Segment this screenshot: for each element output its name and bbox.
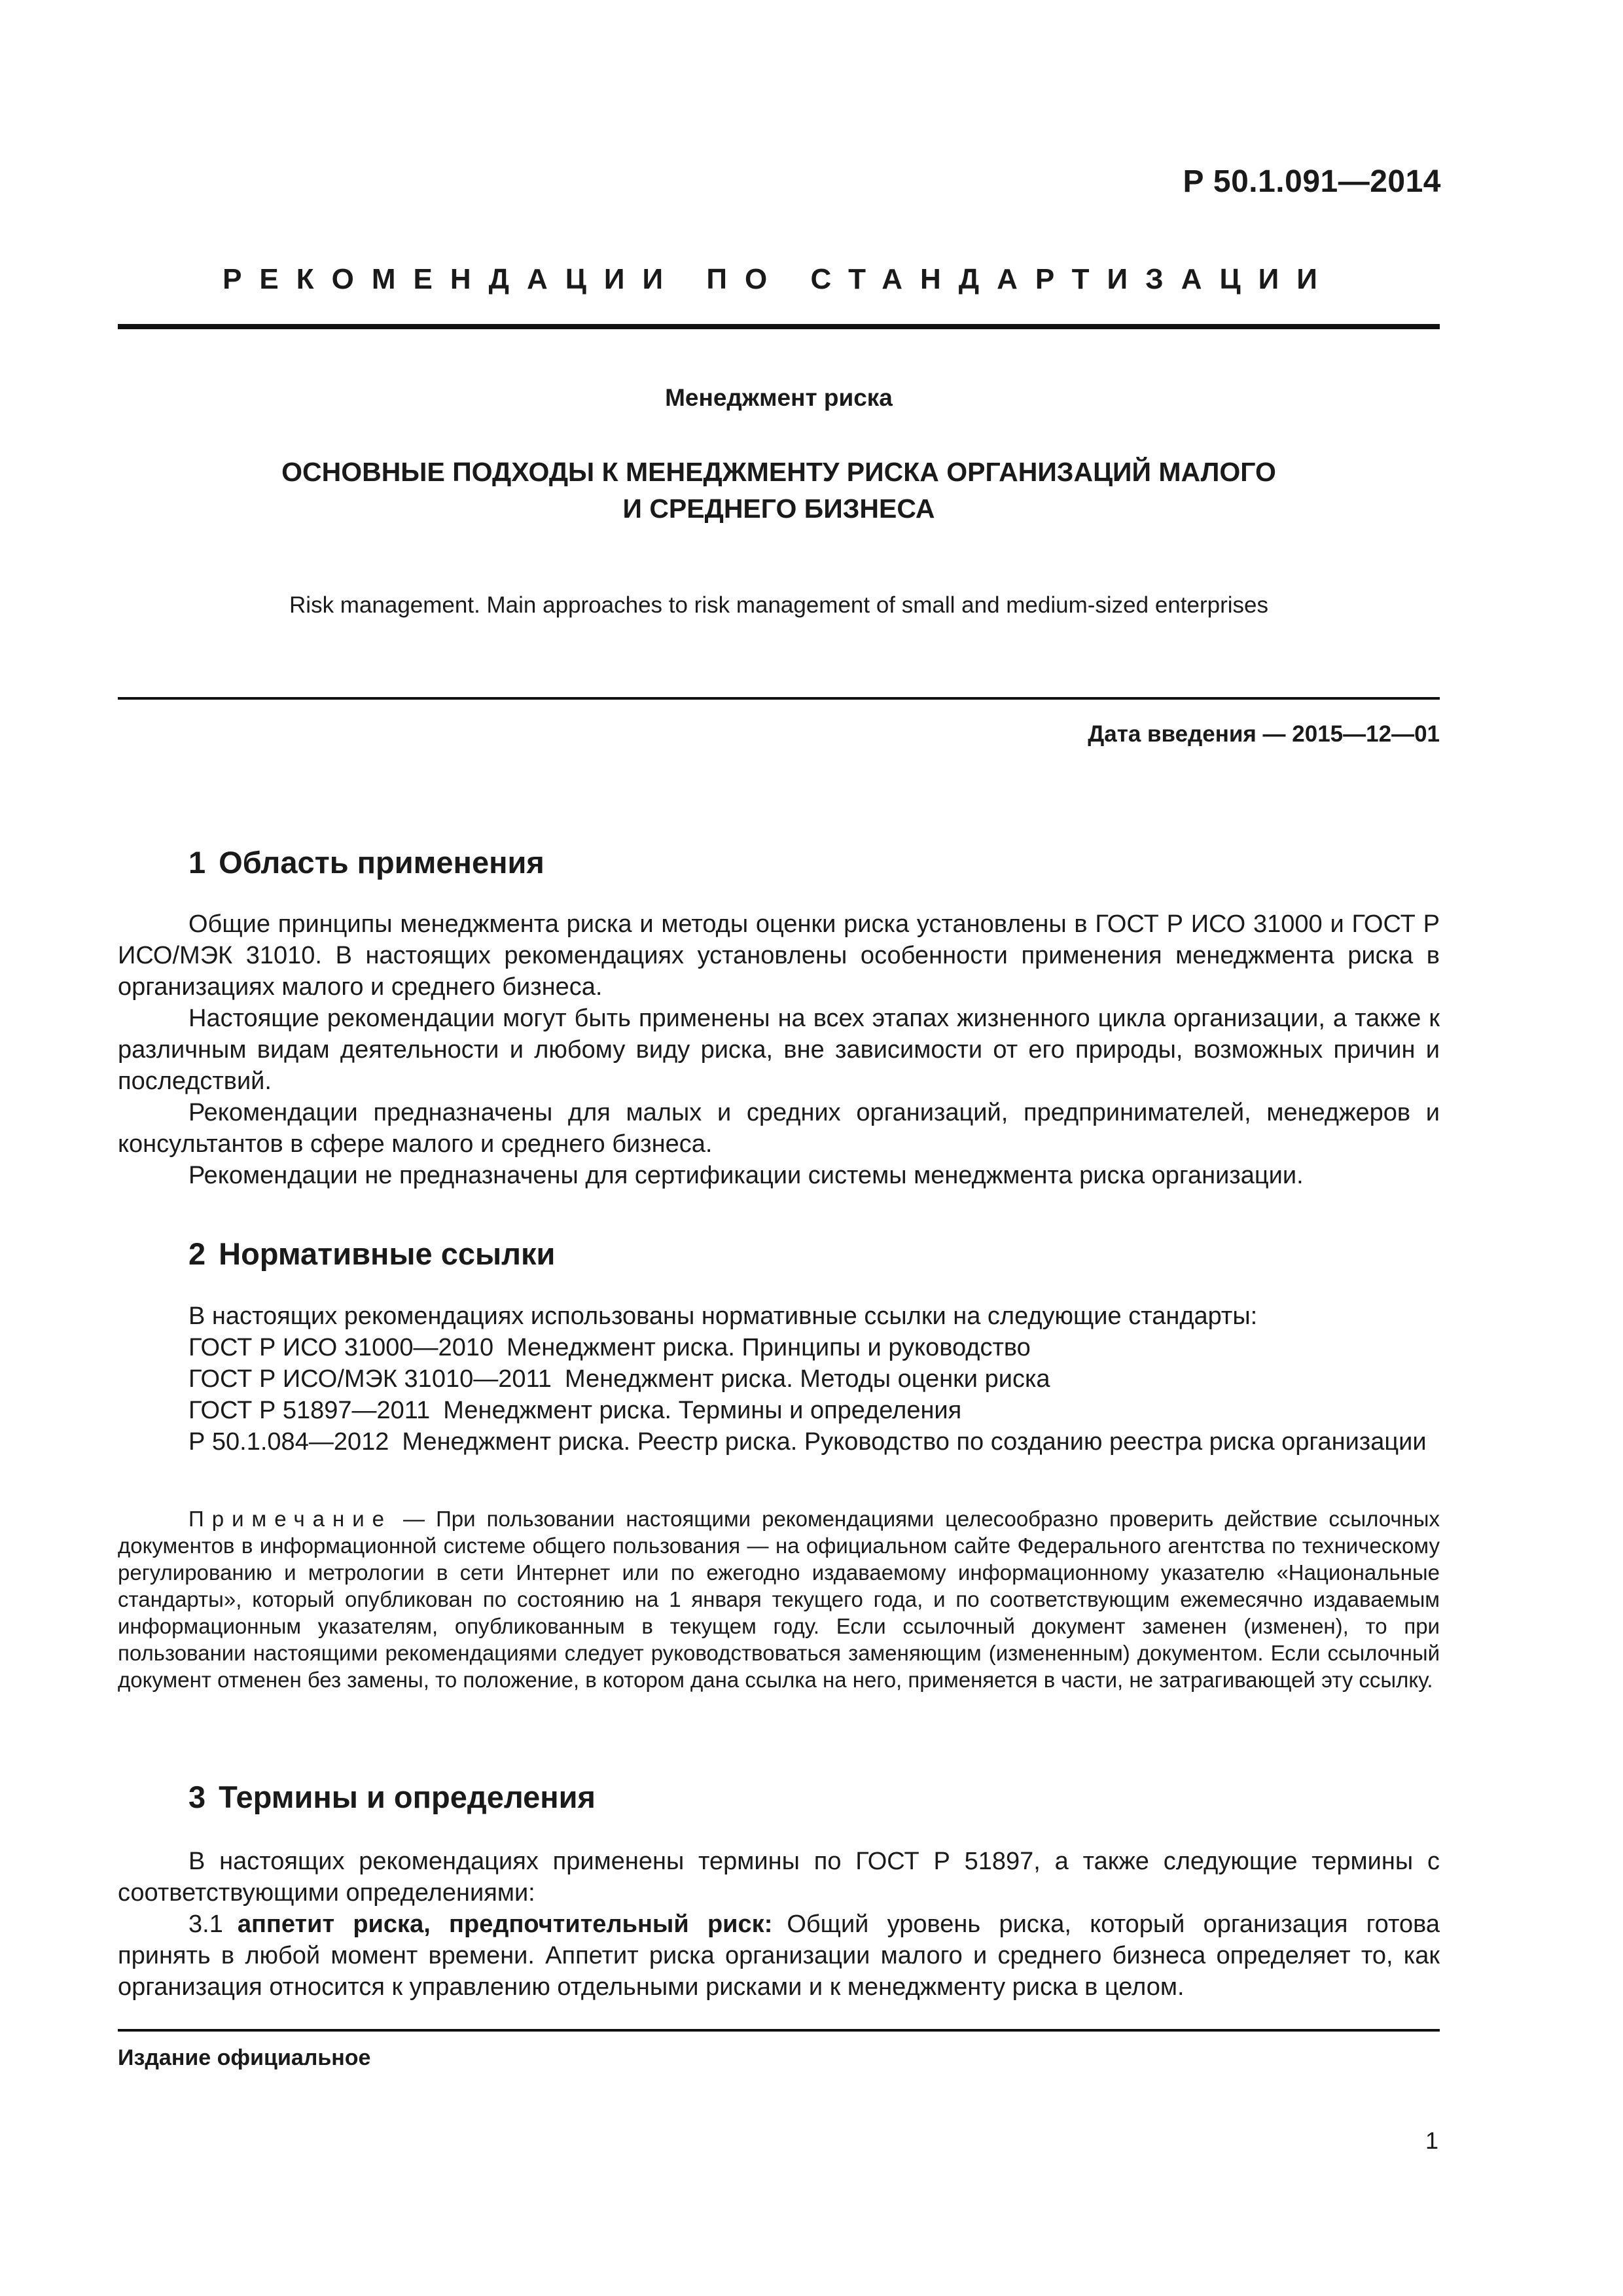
section-3-heading — [188, 1779, 596, 1815]
section-title: Термины и определения — [219, 1780, 596, 1814]
document-title-line-1: ОСНОВНЫЕ ПОДХОДЫ К МЕНЕДЖМЕНТУ РИСКА ОРГАНИЗАЦИЙ МАЛОГО — [281, 457, 1276, 487]
introduction-date: Дата введения — 2015—12—01 — [1088, 721, 1440, 747]
section-1-body — [118, 908, 1440, 1191]
page-number: 1 — [1425, 2127, 1438, 2154]
section-2-body — [118, 1300, 1440, 1458]
section-1-heading — [188, 844, 544, 880]
note-text: — При пользовании настоящими рекомендациями целесообразно проверить действие ссылочных документов в информационной системе общего пользования — на официальном сайте Федерального агентства по техническому регулированию и метрологии в сети Интернет или по ежегодно издаваемому информационному указателю «Национальные стандарты», который опубликован по состоянию на 1 января текущего года, и по соответствующим ежемесячно издаваемым информационным указателям, опубликованным в текущем году. Если ссылочный документ заменен (изменен), то при пользовании настоящими рекомендациями следует руководствоваться заменяющим (измененным) документом. Если ссылочный документ отменен без замены, то положение, в котором дана ссылка на него, применяется в части, не затрагивающей эту ссылку. — [118, 1507, 1440, 1692]
reference-title: Менеджмент риска. Термины и определения — [443, 1397, 962, 1424]
footer-divider — [118, 2029, 1440, 2032]
reference-code: ГОСТ Р ИСО 31000—2010 — [188, 1334, 494, 1361]
document-title-line-2: И СРЕДНЕГО БИЗНЕСА — [622, 493, 935, 524]
section-number: 3 — [188, 1780, 206, 1814]
edition-label: Издание официальное — [118, 2045, 371, 2070]
section-2-heading — [188, 1236, 555, 1272]
document-title — [118, 454, 1440, 527]
reference-item — [118, 1426, 1440, 1458]
paragraph: Рекомендации не предназначены для сертификации системы менеджмента риска организации. — [188, 1162, 1304, 1189]
term-definition — [118, 1909, 1440, 2003]
section-title: Область применения — [219, 845, 544, 880]
paragraph: Рекомендации предназначены для малых и средних организаций, предпринимателей, менеджеров и консультантов в сфере малого и среднего бизнеса. — [118, 1099, 1440, 1158]
term-label: аппетит риска, предпочтительный риск: — [237, 1910, 773, 1938]
paragraph: Общие принципы менеджмента риска и методы оценки риска установлены в ГОСТ Р ИСО 31000 и ГОСТ Р ИСО/МЭК 31010. В настоящих рекомендациях установлены особенности применения менеджмента риска в организациях малого и среднего бизнеса. — [118, 910, 1440, 1001]
paragraph: Настоящие рекомендации могут быть применены на всех этапах жизненного цикла организации, а также к различным видам деятельности и любому виду риска, вне зависимости от его природы, возможных причин и последствий. — [118, 1005, 1440, 1095]
header-divider — [118, 324, 1440, 329]
series-title: РЕКОМЕНДАЦИИ ПО СТАНДАРТИЗАЦИИ — [223, 263, 1335, 295]
term-number: 3.1 — [188, 1910, 223, 1938]
reference-code: ГОСТ Р ИСО/МЭК 31010—2011 — [188, 1365, 552, 1393]
term-text: Общий уровень риска, который организация готова принять в любой момент времени. Аппетит риска организации малого и среднего бизнеса определяет то, как организация относится к управлению отдельными рисками и к менеджменту риска в целом. — [118, 1910, 1440, 2001]
paragraph: В настоящих рекомендациях использованы нормативные ссылки на следующие стандарты: — [188, 1302, 1258, 1330]
reference-item — [118, 1363, 1440, 1395]
reference-title: Менеджмент риска. Принципы и руководство — [507, 1334, 1031, 1361]
paragraph: В настоящих рекомендациях применены термины по ГОСТ Р 51897, а также следующие термины с соответствующими определениями: — [118, 1848, 1440, 1907]
section-number: 2 — [188, 1236, 206, 1271]
section-number: 1 — [188, 845, 206, 880]
reference-code: ГОСТ Р 51897—2011 — [188, 1397, 431, 1424]
document-number: Р 50.1.091—2014 — [1183, 164, 1441, 199]
reference-title: Менеджмент риска. Реестр риска. Руководство по созданию реестра риска организации — [402, 1428, 1427, 1456]
reference-title: Менеджмент риска. Методы оценки риска — [564, 1365, 1050, 1393]
title-divider — [118, 697, 1440, 700]
reference-code: Р 50.1.084—2012 — [188, 1428, 389, 1456]
note-label: Примечание — [188, 1507, 393, 1531]
reference-item — [118, 1332, 1440, 1363]
note — [118, 1505, 1440, 1693]
english-title: Risk management. Main approaches to risk management of small and medium-sized enterprises — [289, 592, 1268, 618]
section-title: Нормативные ссылки — [219, 1236, 556, 1271]
reference-item — [118, 1395, 1440, 1426]
document-subject: Менеджмент риска — [665, 384, 893, 411]
section-3-body — [118, 1846, 1440, 2003]
